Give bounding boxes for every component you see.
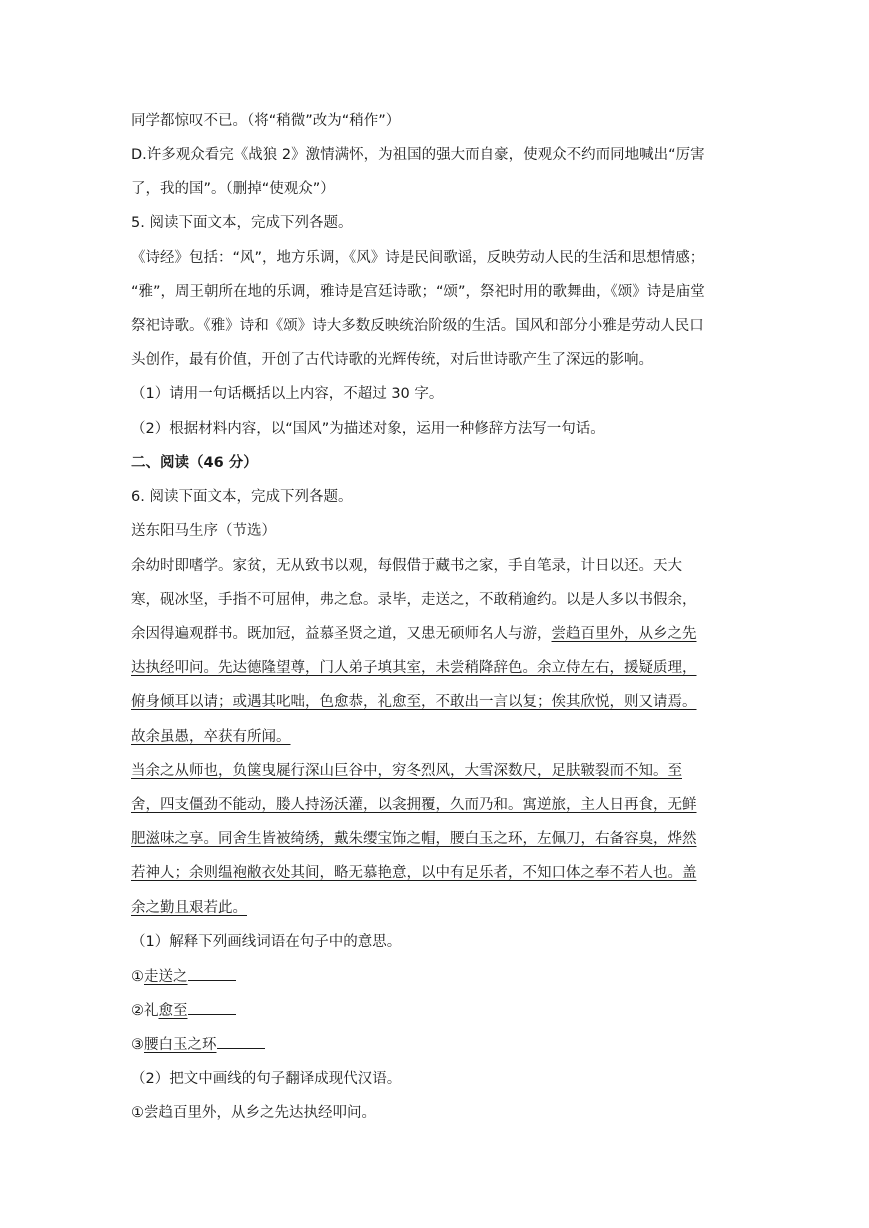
underlined-sentence: 尝趋百里外，从乡之先 (551, 626, 697, 642)
underlined-word: 愈 (158, 1003, 173, 1019)
underlined-sentence: 余之勤且艰若此。 (131, 900, 247, 916)
passage-line: 余幼时即嗜学。家贫，无从致书以观，每假借于藏书之家，手自笔录，计日以还。天大 (131, 558, 682, 574)
translation-item-1: ①尝趋百里外，从乡之先达执经叩问。 (131, 1105, 376, 1121)
sub-question: （2）根据材料内容，以“国风”为描述对象，运用一种修辞方法写一句话。 (131, 421, 605, 437)
item-text: 至 (173, 1003, 188, 1019)
item-text: 送之 (158, 969, 188, 985)
passage-title: 送东阳马生序（节选） (131, 523, 276, 539)
underlined-sentence: 舍，四支僵劲不能动，媵人持汤沃灌，以衾拥覆，久而乃和。寓逆旅，主人日再食，无鲜 (131, 797, 697, 813)
option-d: D.许多观众看完《战狼 2》激情满怀，为祖国的强大而自豪，使观众不约而同地喊出“厉害 (131, 147, 705, 163)
answer-blank[interactable] (217, 1034, 265, 1049)
passage-line: 《诗经》包括：“风”，地方乐调，《风》诗是民间歌谣，反映劳动人民的生活和思想情感； (131, 250, 705, 266)
item-text: ②礼 (131, 1003, 159, 1019)
item-marker: ③ (131, 1037, 144, 1053)
vocab-item-2 (131, 1000, 741, 1021)
item-text: 白玉之环 (158, 1037, 217, 1053)
underlined-sentence: 故余虽愚，卒获有所闻。 (131, 729, 291, 745)
passage-line (131, 624, 741, 644)
text-line: 同学都惊叹不已。（将“稍微”改为“稍作”） (131, 113, 401, 129)
plain-text: 余因得遍观群书。既加冠，益慕圣贤之道，又患无硕师名人与游， (131, 626, 552, 642)
text-line: 了，我的国”。（删掉“使观众”） (131, 181, 335, 197)
passage-line: 祭祀诗歌。《雅》诗和《颂》诗大多数反映统治阶级的生活。国风和部分小雅是劳动人民口 (131, 318, 704, 334)
sub-question: （1）请用一句话概括以上内容，不超过 30 字。 (131, 386, 444, 402)
passage-line: 寒，砚冰坚，手指不可屈伸，弗之怠。录毕，走送之，不敢稍逾约。以是人多以书假余， (131, 592, 697, 608)
underlined-word: 腰 (144, 1037, 159, 1053)
vocab-item-3 (131, 1034, 741, 1055)
answer-blank[interactable] (188, 1000, 236, 1015)
underlined-word: 走 (144, 969, 159, 985)
passage-line: “雅”，周王朝所在地的乐调，雅诗是宫廷诗歌；“颂”，祭祀时用的歌舞曲，《颂》诗是庙堂 (131, 284, 705, 300)
section-heading: 二、阅读（46 分） (131, 455, 258, 471)
underlined-sentence: 达执经叩问。先达德隆望尊，门人弟子填其室，未尝稍降辞色。余立侍左右，援疑质理， (131, 660, 697, 676)
answer-blank[interactable] (188, 966, 236, 981)
sub-question: （2）把文中画线的句子翻译成现代汉语。 (131, 1071, 402, 1087)
item-marker: ① (131, 969, 144, 985)
underlined-sentence: 若神人；余则缊袍敝衣处其间，略无慕艳意，以中有足乐者，不知口体之奉不若人也。盖 (131, 865, 697, 881)
sub-question: （1）解释下列画线词语在句子中的意思。 (131, 934, 402, 950)
question-5-title: 5. 阅读下面文本，完成下列各题。 (131, 215, 353, 231)
passage-line: 头创作，最有价值，开创了古代诗歌的光辉传统，对后世诗歌产生了深远的影响。 (131, 352, 653, 368)
question-6-title: 6. 阅读下面文本，完成下列各题。 (131, 489, 353, 505)
underlined-sentence: 当余之从师也，负箧曳屣行深山巨谷中，穷冬烈风，大雪深数尺，足肤皲裂而不知。至 (131, 763, 682, 779)
vocab-item-1 (131, 966, 741, 987)
underlined-sentence: 俯身倾耳以请；或遇其叱咄，色愈恭，礼愈至，不敢出一言以复；俟其欣悦，则又请焉。 (131, 694, 697, 710)
underlined-sentence: 肥滋味之享。同舍生皆被绮绣，戴朱缨宝饰之帽，腰白玉之环，左佩刀，右备容臭，烨然 (131, 831, 697, 847)
